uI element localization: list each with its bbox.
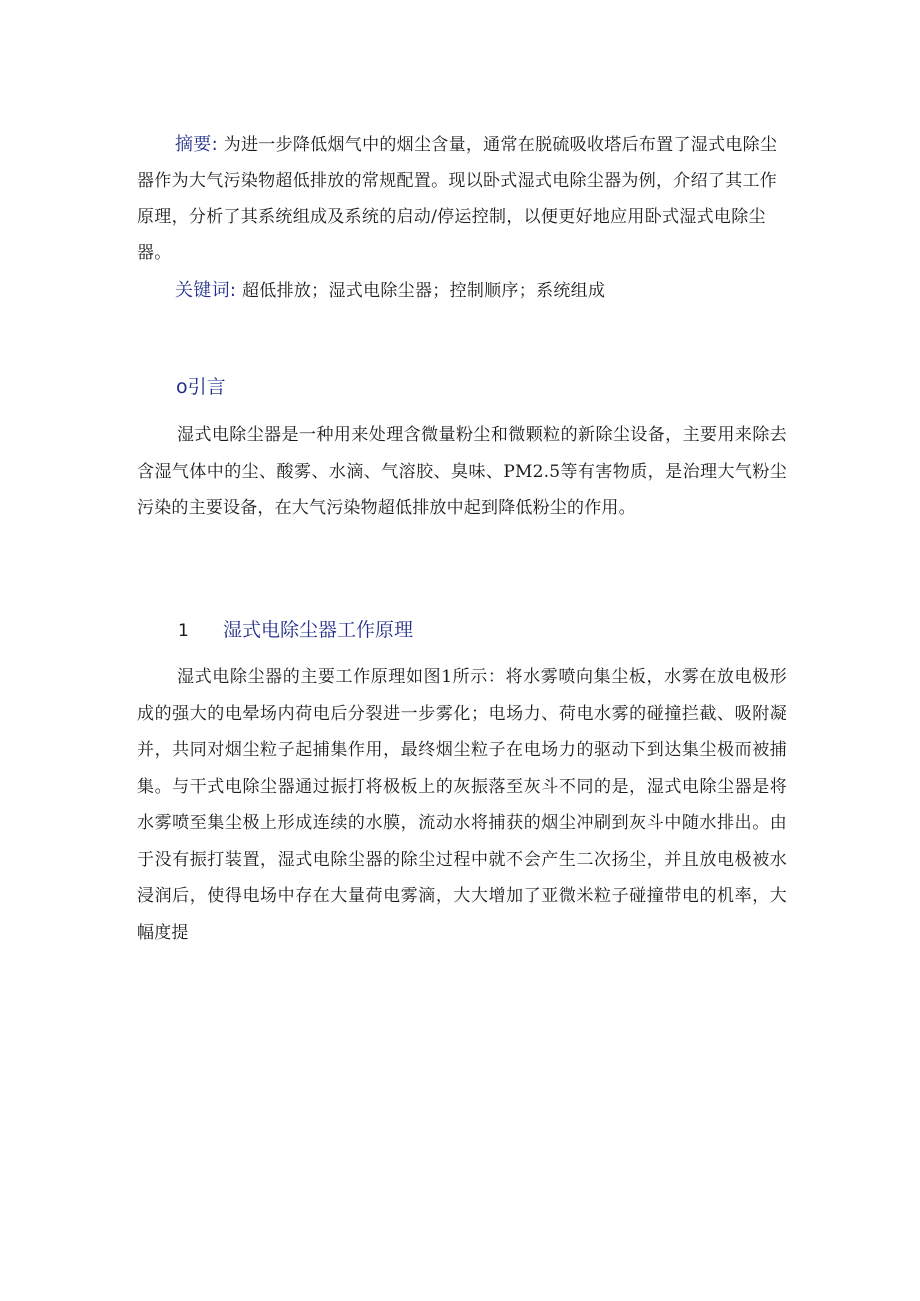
- abstract-text: 为进一步降低烟气中的烟尘含量，通常在脱硫吸收塔后布置了湿式电除尘器作为大气污染物超低排放的常规配置。现以卧式湿式电除尘器为例，介绍了其工作原理，分析了其系统组成及系统的启动/停运控制，以便更好地应用卧式湿式电除尘器。: [137, 135, 778, 263]
- intro-heading: o引言: [176, 376, 226, 398]
- keywords-text: 超低排放；湿式电除尘器；控制顺序；系统组成: [241, 281, 606, 301]
- section1-paragraph: 湿式电除尘器的主要工作原理如图1所示：将水雾喷向集尘板，水雾在放电极形成的强大的电晕场内荷电后分裂进一步雾化；电场力、荷电水雾的碰撞拦截、吸附凝并，共同对烟尘粒子起捕集作用，最终烟尘粒子在电场力的驱动下到达集尘极而被捕集。与干式电除尘器通过振打将极板上的灰振落至灰斗不同的是，湿式电除尘器是将水雾喷至集尘极上形成连续的水膜，流动水将捕获的烟尘冲刷到灰斗中随水排出。由于没有振打装置，湿式电除尘器的除尘过程中就不会产生二次扬尘，并且放电极被水浸润后，使得电场中存在大量荷电雾滴，大大增加了亚微米粒子碰撞带电的机率，大幅度提: [137, 667, 787, 943]
- keywords-block: [137, 273, 787, 309]
- section1-heading: 湿式电除尘器工作原理: [223, 619, 414, 641]
- keywords-label: 关键词:: [175, 280, 237, 301]
- section1-number: 1: [178, 621, 189, 641]
- intro-paragraph: 湿式电除尘器是一种用来处理含微量粉尘和微颗粒的新除尘设备，主要用来除去含湿气体中的尘、酸雾、水滴、气溶胶、臭味、PM2.5等有害物质，是治理大气粉尘污染的主要设备，在大气污染物超低排放中起到降低粉尘的作用。: [137, 425, 787, 518]
- abstract-label: 摘要:: [175, 134, 218, 155]
- abstract-block: [137, 127, 787, 271]
